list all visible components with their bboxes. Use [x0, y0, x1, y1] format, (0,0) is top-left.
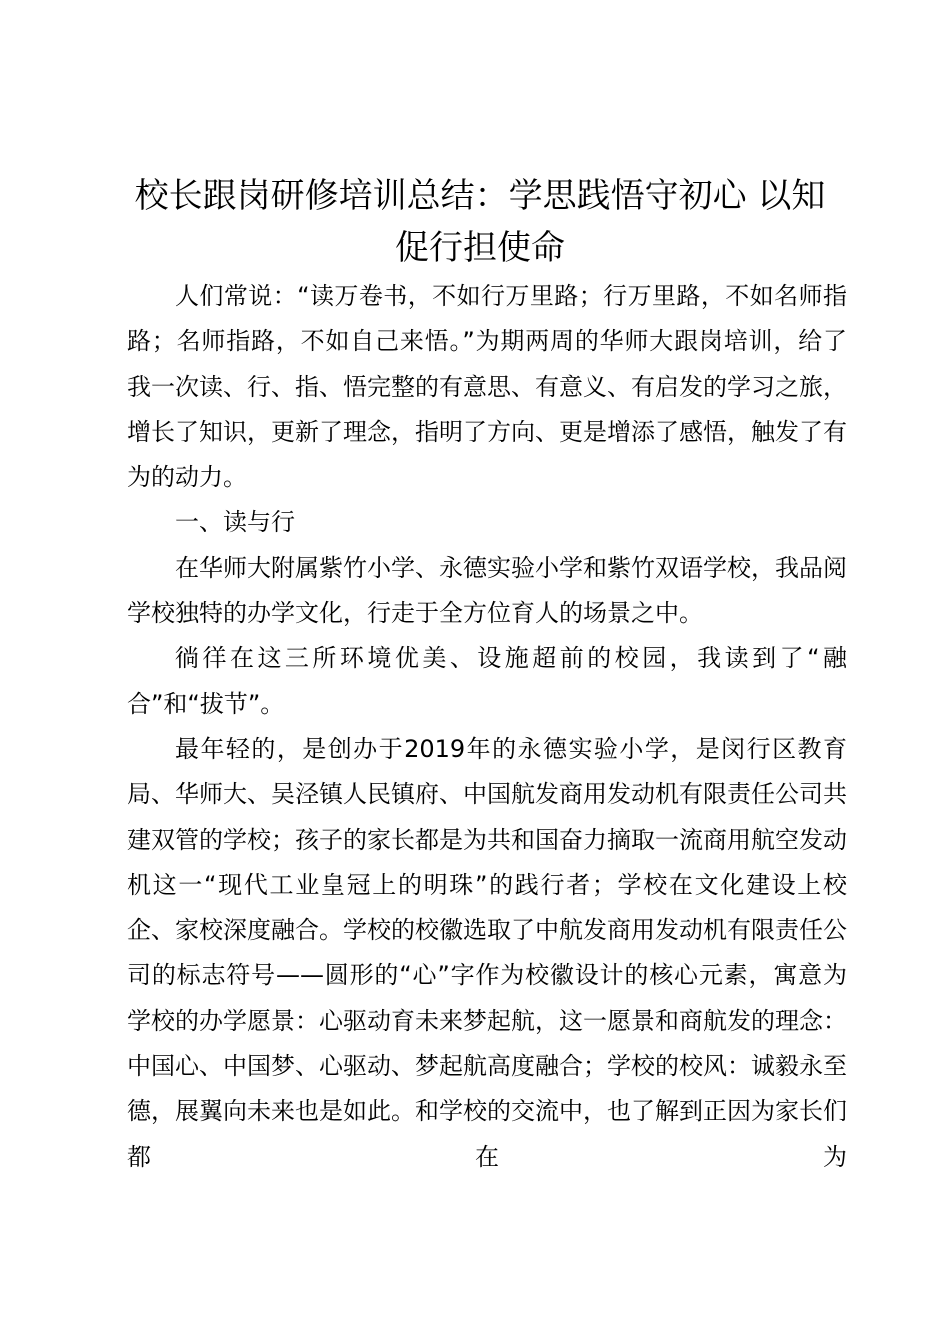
paragraph-intro: 人们常说：“读万卷书，不如行万里路；行万里路，不如名师指路；名师指路，不如自己来悟。”为期两周的华师大跟岗培训，给了我一次读、行、指、悟完整的有意思、有意义、有启发的学习之旅，增长了知识，更新了理念，指明了方向、更是增添了感悟，触发了有为的动力。 [127, 282, 847, 492]
paragraph-schools: 在华师大附属紫竹小学、永德实验小学和紫竹双语学校，我品阅学校独特的办学文化，行走于全方位育人的场景之中。 [127, 553, 847, 628]
paragraph-campus: 徜徉在这三所环境优美、设施超前的校园，我读到了“融合”和“拔节”。 [127, 644, 847, 718]
section-heading: 一、读与行 [175, 508, 295, 537]
paragraph-yongde: 最年轻的，是创办于2019年的永德实验小学，是闵行区教育局、华师大、吴泾镇人民镇府、中国航发商用发动机有限责任公司共建双管的学校；孩子的家长都是为共和国奋力摘取一流商用航空发动机这一“现代工业皇冠上的明珠”的践行者；学校在文化建设上校企、家校深度融合。学校的校徽选取了中航发商用发动机有限责任公司的标志符号——圆形的“心”字作为校徽设计的核心元素，寓意为学校的办学愿景：心驱动育未来梦起航，这一愿景和商航发的理念：中国心、中国梦、心驱动、梦起航高度融合；学校的校风：诚毅永至德，展翼向未来也是如此。和学校的交流中，也了解到正因为家长们都在为 [127, 734, 847, 1171]
document-title: 校长跟岗研修培训总结：学思践悟守初心 以知促行担使命 [134, 176, 826, 268]
document-body [127, 274, 847, 1180]
